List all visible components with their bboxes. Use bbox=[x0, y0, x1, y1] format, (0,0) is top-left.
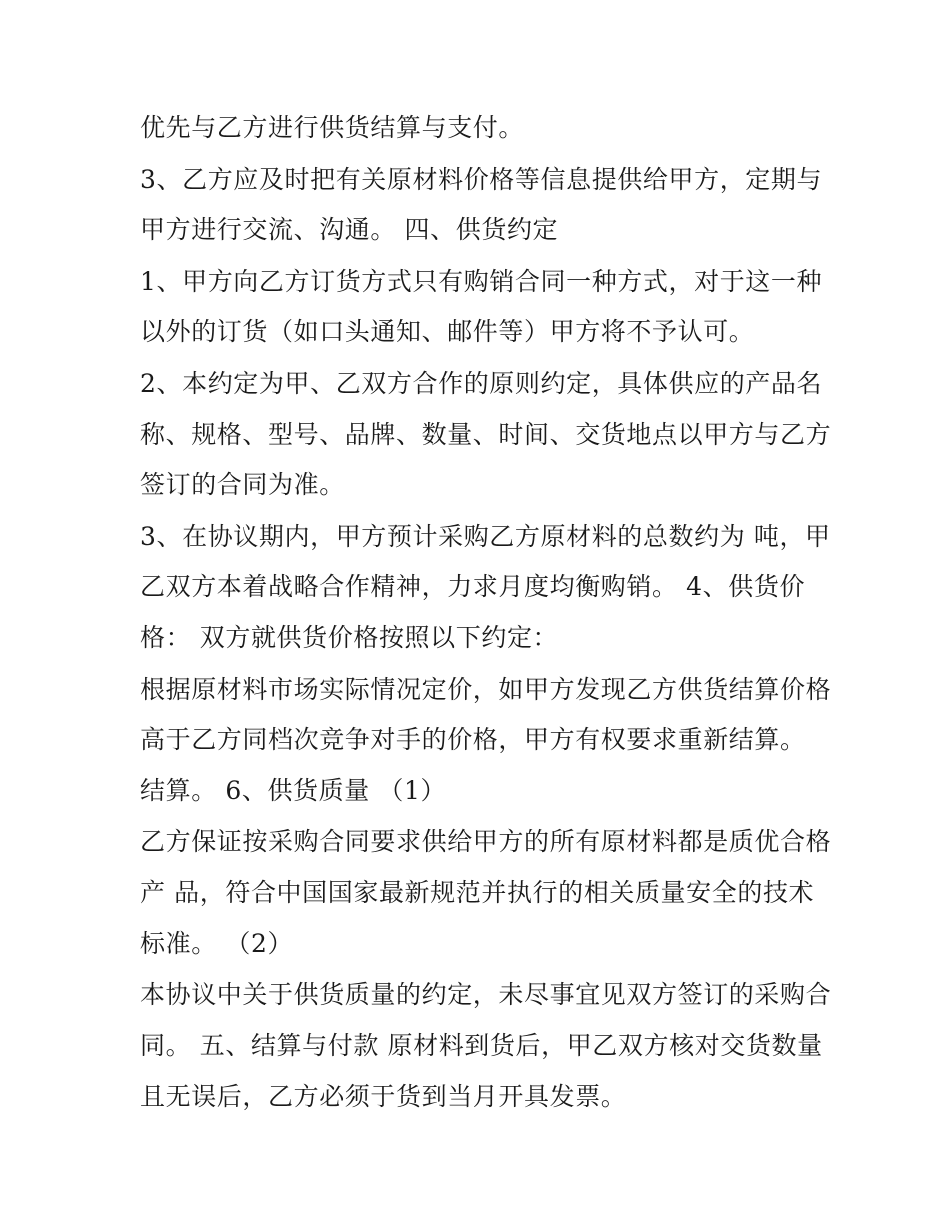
text-line: 签订的合同为准。 bbox=[140, 470, 345, 499]
text-line: 高于乙方同档次竞争对手的价格，甲方有权要求重新结算。 bbox=[140, 725, 806, 754]
text-line: 格： 双方就供货价格按照以下约定： bbox=[140, 623, 559, 652]
text-line: 本协议中关于供货质量的约定，未尽事宜见双方签订的采购合 bbox=[140, 980, 832, 1009]
text-line: 优先与乙方进行供货结算与支付。 bbox=[140, 113, 525, 142]
text-line: 且无误后，乙方必须于货到当月开具发票。 bbox=[140, 1082, 627, 1111]
text-line: 甲方进行交流、沟通。 四、供货约定 bbox=[140, 215, 559, 244]
text-line: 以外的订货（如口头通知、邮件等）甲方将不予认可。 bbox=[140, 317, 755, 346]
text-line: 称、规格、型号、品牌、数量、时间、交货地点以甲方与乙方 bbox=[140, 420, 832, 449]
text-line: 乙双方本着战略合作精神，力求月度均衡购销。 4、供货价 bbox=[140, 572, 806, 601]
text-line: 结算。 6、供货质量 （1） bbox=[140, 776, 447, 805]
text-line: 同。 五、结算与付款 原材料到货后，甲乙双方核对交货数量 bbox=[140, 1031, 823, 1060]
text-line: 乙方保证按采购合同要求供给甲方的所有原材料都是质优合格 bbox=[140, 827, 832, 856]
text-line: 2、本约定为甲、乙双方合作的原则约定，具体供应的产品名 bbox=[140, 369, 823, 398]
text-line: 根据原材料市场实际情况定价，如甲方发现乙方供货结算价格 bbox=[140, 675, 832, 704]
text-line: 3、在协议期内，甲方预计采购乙方原材料的总数约为 吨，甲 bbox=[140, 522, 831, 551]
text-line: 1、甲方向乙方订货方式只有购销合同一种方式，对于这一种 bbox=[140, 267, 823, 296]
text-line: 产 品，符合中国国家最新规范并执行的相关质量安全的技术 bbox=[140, 878, 815, 907]
text-line: 标准。 （2） bbox=[140, 929, 294, 958]
text-line: 3、乙方应及时把有关原材料价格等信息提供给甲方，定期与 bbox=[140, 165, 823, 194]
